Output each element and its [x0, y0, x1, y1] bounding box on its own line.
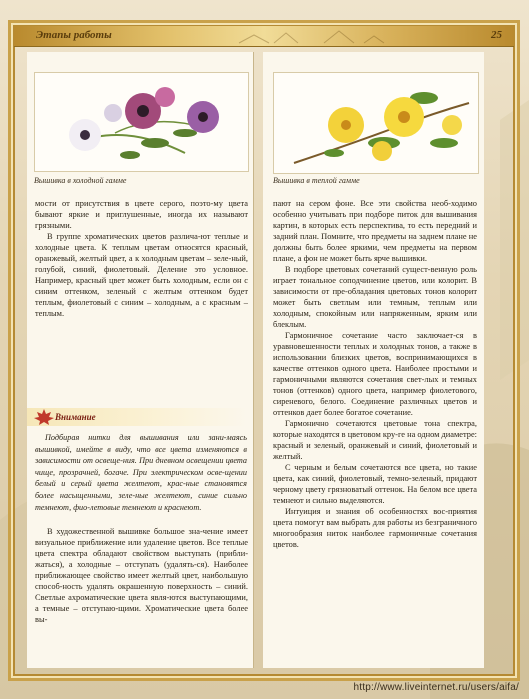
- paragraph: Интуиция и знания об особенностях вос-приятия цвета помогут вам выбрать для работы из безграничного многообразия ниток наиболее гармоничные сочетания цветов.: [273, 507, 477, 549]
- page-header: [14, 26, 514, 47]
- maple-leaf-icon: [33, 408, 55, 426]
- warm-embroidery-photo: [273, 72, 479, 174]
- warm-photo-caption: Вышивка в теплой гамме: [273, 176, 360, 185]
- cool-embroidery-photo: [34, 72, 249, 172]
- attention-callout-text: [35, 432, 247, 513]
- paragraph: С черным и белым сочетаются все цвета, но такие цвета, как синий, фиолетовый, темно-зеленый, придают черному цвету грязноватый оттенок. На белом все цвета темнеют и сильно выделяются.: [273, 463, 477, 505]
- yellow-flowers-illustration: [274, 73, 478, 173]
- section-title: Этапы работы: [36, 29, 112, 41]
- paragraph: пают на сером фоне. Все эти свойства необ-ходимо особенно учитывать при подборе питок для вышивания картин, в которых есть перспектива, то есть передний и задний план. Помните, что предметы на заднем плане не должны быть более яркими, чем предметы на первом плане, а фон не может быть ярче вышивки.: [273, 199, 477, 263]
- paragraph: Гармонично сочетаются цветовые тона спектра, которые находятся в цветовом кру-ге на одном диаметре: красный и зеленый, оранжевый и синий, фиолетовый и желтый.: [273, 419, 477, 461]
- anemone-flowers-illustration: [35, 73, 248, 171]
- right-text: [273, 198, 477, 550]
- attention-title: Внимание: [55, 412, 96, 422]
- paragraph: Подбирая нитки для вышивания или зани-маясь вышивкой, имейте в виду, что все цвета изменяются в зависимости от освеще-ния. При дневном освещении цвета чище, прозрачней, богаче. При электрическом осве-щении белый и серый цвета желтеют, крас-ные становятся более насыщенными, зеле-ные желтеют, синие сильно темнеют, фио-летовые темнеют и краснеют.: [35, 433, 247, 512]
- left-text-bottom: [35, 526, 248, 625]
- paragraph: В художественной вышивке большое зна-чение имеет визуальное приближение или удаление цветов. Все теплые цвета спектра обладают свойством выступать (прибли-жаться), а холодные – отступать (удалять-ся). Наиболее приближающее свойство имеет желтый цвет, наибольшую способ-ность удалять окрашенную поверхность – синий. Светлые ахроматические цвета явля-ются выступающими, а темные – отступаю-щими. Хроматические цвета более вы-: [35, 527, 248, 624]
- header-village-sketch: [234, 27, 414, 45]
- page-number: 25: [491, 29, 502, 41]
- paragraph: В подборе цветовых сочетаний сущест-венную роль играет тональное соподчинение цветов, или колорит. В зависимости от пре-обладания цветовых тонов колорит может быть светлым или темным, теплым или холодным, спокойным или напряженным, ярким или блеклым.: [273, 265, 477, 329]
- cool-photo-caption: Вышивка в холодной гамме: [34, 176, 127, 185]
- paragraph: мости от присутствия в цвете серого, поэто-му цвета бывают яркие и приглушенные, иногда их называют грязными.: [35, 199, 248, 230]
- paragraph: Гармоничное сочетание часто заключает-ся в уравновешенности теплых и холодных тонов, а также в использовании близких цветов, воспринимающихся в качестве оттенков одного цвета. Наиболее простыми и гармоничными являются сочетания свет-лых и темных тонов (оттенков) одного цвета, например фиолетового, сиреневого, белого. Соединение различных цветов и оттенков дает более богатое сочетание.: [273, 331, 477, 417]
- watermark-url: http://www.liveinternet.ru/users/aifa/: [353, 682, 519, 693]
- right-column: [263, 52, 484, 668]
- paragraph: В группе хроматических цветов различа-ют теплые и холодные цвета. К теплым цветам относятся красный, оранжевый, желтый цвет, а к холодным цветам – зеле-ный, голубой, синий, фиолетовый. Деление это условное. Например, красный цвет может быть холодным, если он с синим оттенком, зеленый с желтым оттенком будет теплым, фиолетовый с синим – холодным, а с красным – теплым.: [35, 232, 248, 318]
- left-text-top: [35, 198, 248, 319]
- left-column: [27, 52, 254, 668]
- attention-callout-header: [27, 408, 247, 426]
